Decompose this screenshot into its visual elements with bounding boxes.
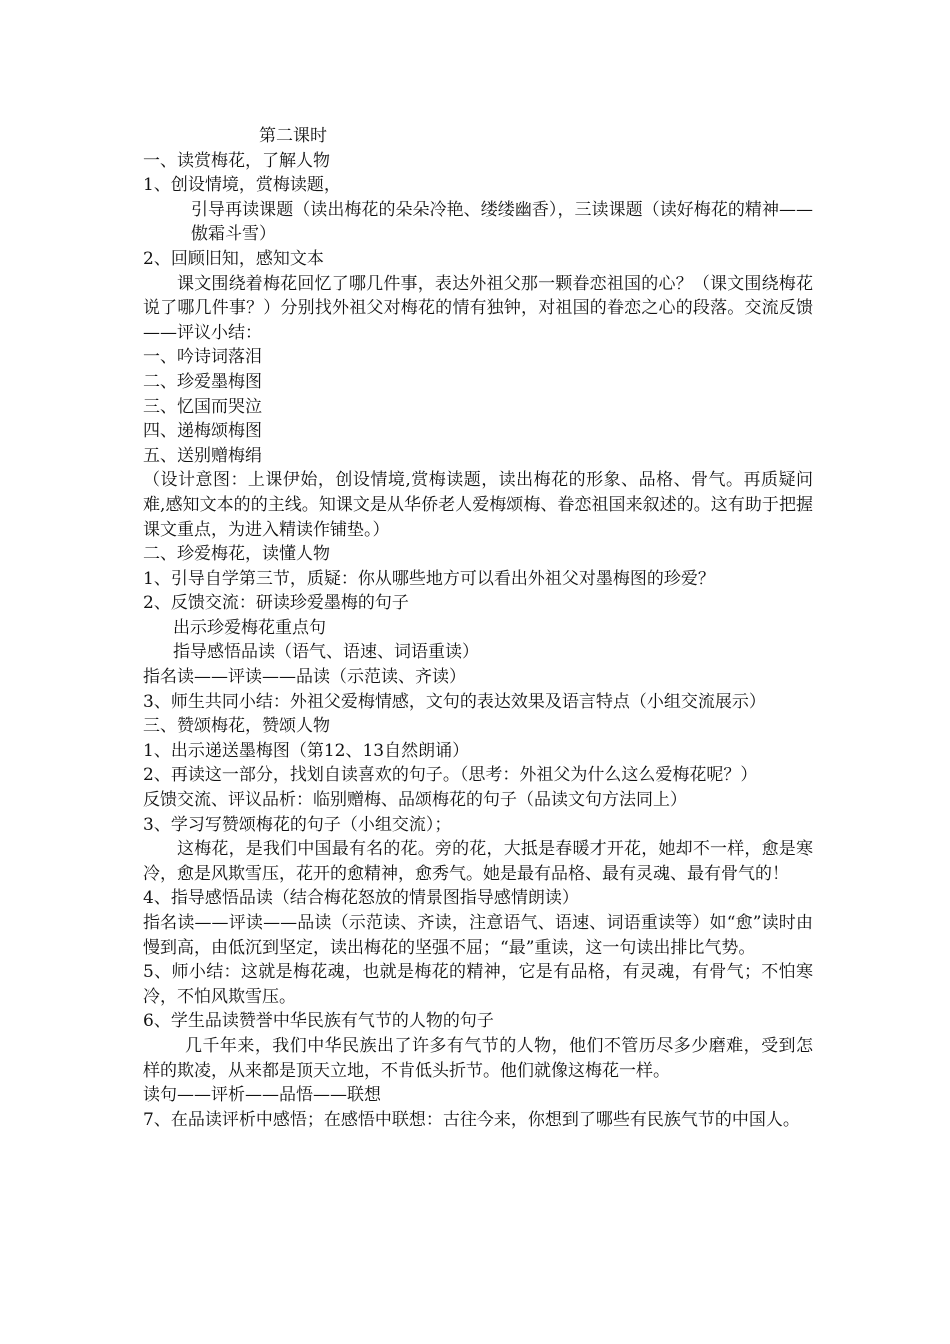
step-heading: 1、出示递送墨梅图（第12、13自然朗诵）	[143, 740, 470, 761]
list-item: 五、送别赠梅绢	[143, 445, 262, 466]
step-heading: 3、师生共同小结：外祖父爱梅情感，文句的表达效果及语言特点（小组交流展示）	[143, 691, 766, 712]
quote-paragraph: 这梅花，是我们中国最有名的花。旁的花，大抵是春暖才开花，她却不一样，愈是寒冷，愈是风欺雪压，花开的愈精神，愈秀气。她是最有品格、最有灵魂、最有骨气的！	[143, 839, 813, 884]
step-heading: 6、学生品读赞誉中华民族有气节的人物的句子	[143, 1011, 494, 1032]
paragraph: 指名读——评读——品读（示范读、齐读，注意语气、语速、词语重读等）如“愈”读时由慢到高，由低沉到坚定，读出梅花的坚强不屈；“最”重读，这一句读出排比气势。	[143, 913, 813, 958]
step-heading: 1、引导自学第三节，质疑：你从哪些地方可以看出外祖父对墨梅图的珍爱？	[143, 568, 715, 589]
step-heading: 2、反馈交流：研读珍爱墨梅的句子	[143, 593, 409, 614]
document-title: 第二课时	[259, 126, 327, 146]
step-heading: 2、回顾旧知，感知文本	[143, 248, 324, 269]
indented-line: 指导感悟品读（语气、语速、词语重读）	[173, 642, 479, 663]
document-page	[143, 124, 813, 1132]
list-item: 一、吟诗词落泪	[143, 347, 262, 368]
design-intent-paragraph: （设计意图：上课伊始，创设情境,赏梅读题，读出梅花的形象、品格、骨气。再质疑问难,感知文本的的主线。知课文是从华侨老人爱梅颂梅、眷恋祖国来叙述的。这有助于把握课文重点，为进入精读作铺垫。）	[143, 470, 813, 540]
step-heading: 1、创设情境，赏梅读题，	[143, 175, 341, 196]
text-line: 读句——评析——品悟——联想	[143, 1085, 381, 1106]
paragraph: 7、在品读评析中感悟；在感悟中联想：古往今来，你想到了哪些有民族气节的中国人。	[143, 1109, 800, 1130]
summary-paragraph: 5、师小结：这就是梅花魂，也就是梅花的精神，它是有品格，有灵魂，有骨气；不怕寒冷，不怕风欺雪压。	[143, 962, 813, 1007]
list-item: 二、珍爱墨梅图	[143, 371, 262, 392]
list-item: 四、递梅颂梅图	[143, 421, 262, 442]
paragraph: 课文围绕着梅花回忆了哪几件事，表达外祖父那一颗眷恋祖国的心？（课文围绕梅花说了哪几件事？）分别找外祖父对梅花的情有独钟，对祖国的眷恋之心的段落。交流反馈——评议小结：	[143, 273, 813, 343]
section-heading: 三、赞颂梅花，赞颂人物	[143, 716, 330, 737]
section-heading: 二、珍爱梅花，读懂人物	[143, 544, 330, 565]
step-heading: 2、再读这一部分，找划自读喜欢的句子。（思考：外祖父为什么这么爱梅花呢？）	[143, 765, 758, 786]
paragraph: 引导再读课题（读出梅花的朵朵冷艳、缕缕幽香），三读课题（读好梅花的精神——傲霜斗雪）	[191, 199, 813, 245]
list-item: 三、忆国而哭泣	[143, 396, 262, 417]
text-line: 反馈交流、评议品析：临别赠梅、品颂梅花的句子（品读文句方法同上）	[143, 790, 687, 811]
step-heading: 3、学习写赞颂梅花的句子（小组交流）；	[143, 814, 452, 835]
text-line: 指名读——评读——品读（示范读、齐读）	[143, 667, 466, 688]
quote-paragraph: 几千年来，我们中华民族出了许多有气节的人物，他们不管历尽多少磨难，受到怎样的欺凌，从来都是顶天立地，不肯低头折节。他们就像这梅花一样。	[143, 1035, 813, 1081]
step-heading: 4、指导感悟品读（结合梅花怒放的情景图指导感情朗读）	[143, 888, 579, 909]
section-heading: 一、读赏梅花，了解人物	[143, 150, 330, 171]
indented-line: 出示珍爱梅花重点句	[173, 617, 326, 638]
